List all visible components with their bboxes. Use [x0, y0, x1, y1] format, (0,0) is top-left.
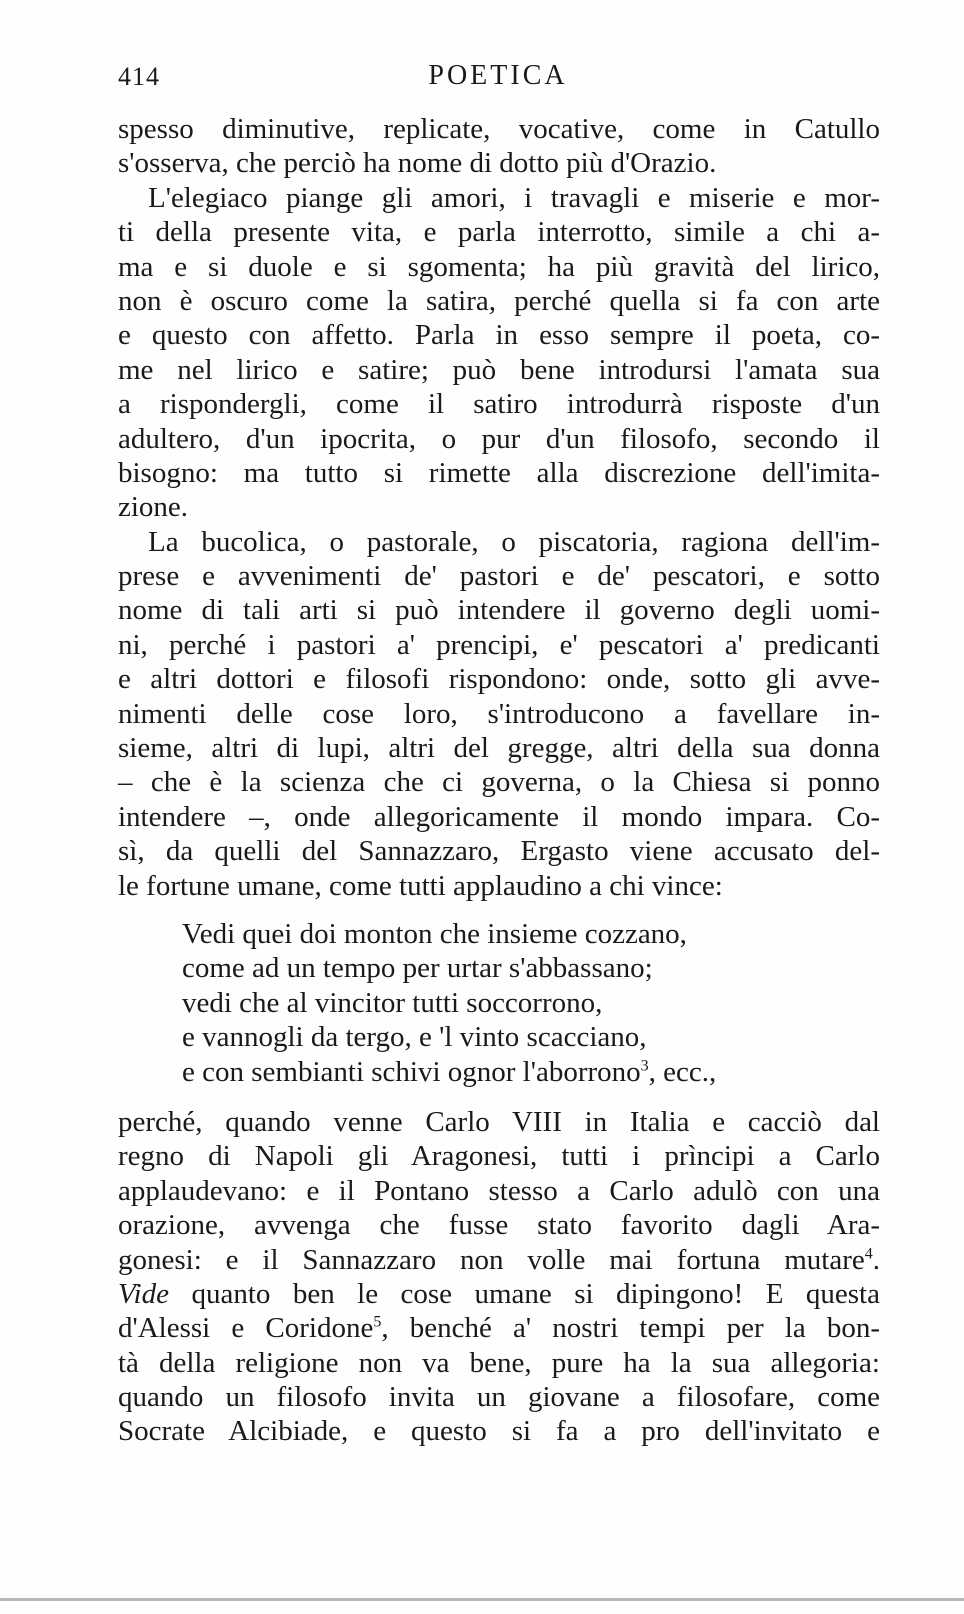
line-text: d'Alessi e Coridone [118, 1312, 374, 1345]
italic-word: Vide [118, 1277, 169, 1310]
line-text: quanto ben le cose umane si dipingono! E questa [169, 1277, 880, 1310]
page-number: 414 [118, 62, 160, 91]
line-text: , benché a' nostri tempi per la bon- [381, 1312, 880, 1345]
text-line: a rispondergli, come il satiro introdurrà risposte d'un [118, 388, 880, 421]
text-line: – che è la scienza che ci governa, o la Chiesa si ponno [118, 766, 880, 799]
text-line: quando un filosofo invita un giovane a filosofare, come [118, 1381, 880, 1414]
text-line [118, 1277, 880, 1311]
page-header [118, 60, 878, 100]
verse-text: e con sembianti schivi ognor l'aborrono [182, 1055, 641, 1088]
text-line: zione. [118, 491, 189, 524]
text-line: e altri dottori e filosofi rispondono: onde, sotto gli avve- [118, 663, 880, 696]
text-line [118, 1243, 880, 1277]
paragraph-continued [118, 112, 880, 181]
text-line: nimenti delle cose loro, s'introducono a favellare in- [118, 697, 880, 730]
text-line: ni, perché i pastori a' prencipi, e' pescatori a' predicanti [118, 628, 880, 661]
text-line: adultero, d'un ipocrita, o pur d'un filosofo, secondo il [118, 422, 880, 455]
verse-text: , ecc., [648, 1055, 717, 1088]
text-line: prese e avvenimenti de' pastori e de' pescatori, e sotto [118, 560, 880, 593]
text-line [118, 1311, 880, 1345]
text-line: spesso diminutive, replicate, vocative, come in Catullo [118, 113, 880, 145]
text-line: perché, quando venne Carlo VIII in Italia e cacciò dal [118, 1105, 880, 1138]
paragraph-elegiaco [118, 181, 880, 525]
verse-quotation [118, 917, 880, 1089]
footnote-ref: 3 [640, 1056, 649, 1074]
text-line: La bucolica, o pastorale, o piscatoria, ragiona dell'im- [148, 525, 880, 558]
verse-line: vedi che al vincitor tutti soccorrono, [182, 986, 603, 1019]
footnote-ref: 5 [373, 1313, 382, 1331]
line-text: . [872, 1243, 880, 1276]
verse-line: Vedi quei doi monton che insieme cozzano, [182, 917, 687, 950]
text-line: ti della presente vita, e parla interrotto, simile a chi a- [118, 216, 880, 249]
text-line: ma e si duole e si sgomenta; ha più gravità del lirico, [118, 250, 880, 283]
text-line: me nel lirico e satire; può bene introdursi l'amata sua [118, 353, 880, 386]
text-line: e questo con affetto. Parla in esso sempre il poeta, co- [118, 319, 880, 352]
text-line: le fortune umane, come tutti applaudino a chi vince: [118, 869, 723, 902]
text-line: non è oscuro come la satira, perché quella si fa con arte [118, 284, 880, 317]
text-line: applaudevano: e il Pontano stesso a Carlo adulò con una [118, 1174, 880, 1207]
text-line: sieme, altri di lupi, altri del gregge, altri della sua donna [118, 732, 880, 765]
verse-line [182, 1055, 880, 1089]
text-line: Socrate Alcibiade, e questo si fa a pro dell'invitato e [118, 1415, 880, 1448]
paragraph-perche [118, 1105, 880, 1449]
text-line: s'osserva, che perciò ha nome di dotto più d'Orazio. [118, 147, 717, 180]
paragraph-bucolica [118, 525, 880, 903]
text-line: orazione, avvenga che fusse stato favorito dagli Ara- [118, 1209, 880, 1242]
verse-line: come ad un tempo per urtar s'abbassano; [182, 952, 653, 985]
text-line: intendere –, onde allegoricamente il mondo impara. Co- [118, 800, 880, 833]
footnote-ref: 4 [864, 1244, 873, 1262]
text-line: tà della religione non va bene, pure ha la sua allegoria: [118, 1346, 880, 1379]
verse-line: e vannogli da tergo, e 'l vinto scacciano, [182, 1021, 647, 1054]
text-line: nome di tali arti si può intendere il governo degli uomi- [118, 594, 880, 627]
text-line: bisogno: ma tutto si rimette alla discrezione dell'imita- [118, 456, 880, 489]
text-line: sì, da quelli del Sannazzaro, Ergasto viene accusato del- [118, 835, 880, 868]
text-line: L'elegiaco piange gli amori, i travagli e miserie e mor- [148, 181, 880, 214]
body-text [118, 112, 880, 1449]
text-line: regno di Napoli gli Aragonesi, tutti i prìncipi a Carlo [118, 1140, 880, 1173]
line-text: gonesi: e il Sannazzaro non volle mai fortuna mutare [118, 1243, 865, 1276]
page-edge-divider [0, 1598, 964, 1601]
running-title: POETICA [428, 60, 568, 91]
